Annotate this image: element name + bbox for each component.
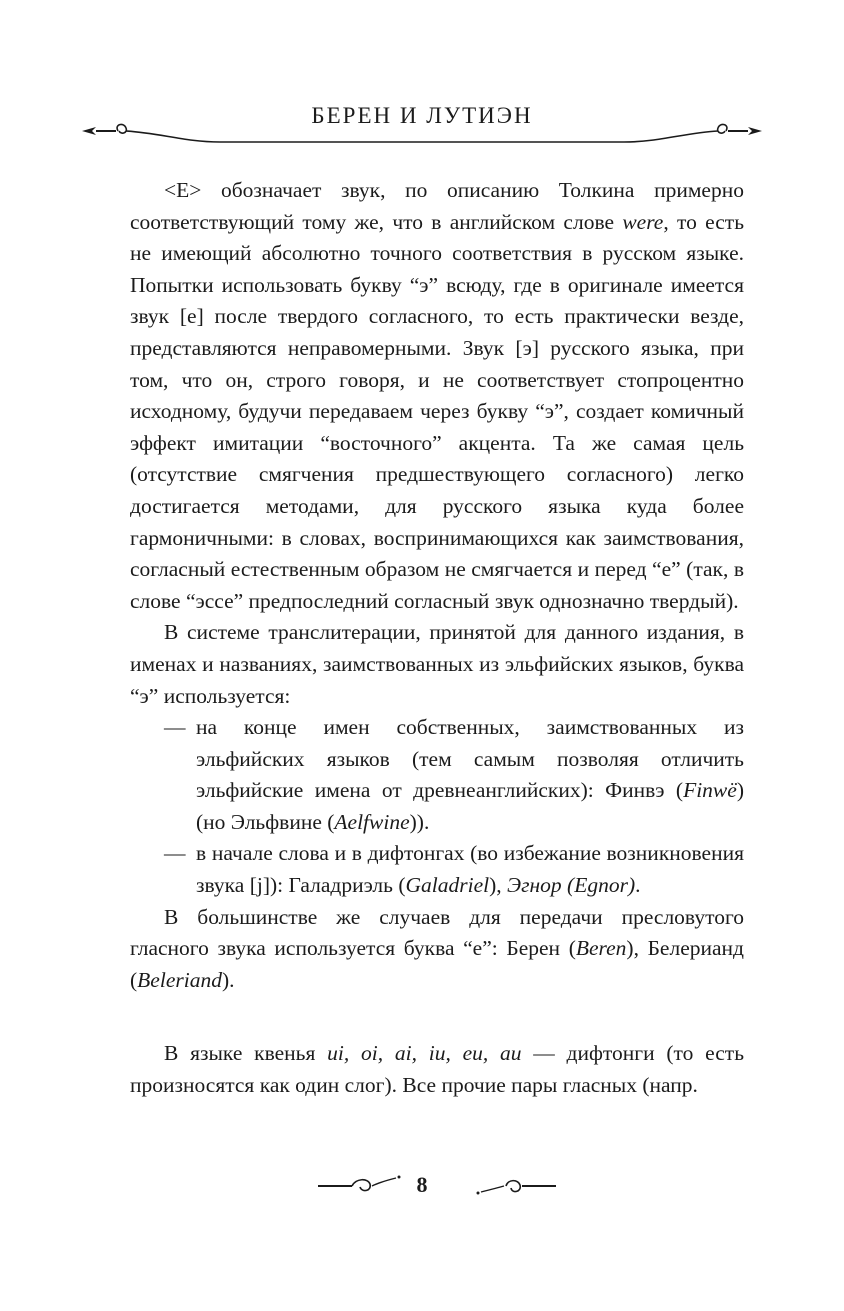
italic-term: Aelfwine: [334, 809, 410, 834]
main-text: [130, 175, 744, 1102]
paragraph-text: В языке квенья: [164, 1041, 328, 1066]
list-item-text: )).: [409, 809, 430, 834]
paragraph-text: , то есть не имеющий абсолютно точного соответствия в русском языке. Попытки использовать букву “э” всюду, где в оригинале имеется звук [е] после твердого согласного, то есть практически везде, представляются неправомерными. Звук [э] русского языка, при том, что он, строго говоря, и не соответствует стопроцентно исходному, будучи передаваем через букву “э”, создает комичный эффект имитации “восточного” акцента. Та же самая цель (отсутствие смягчения предшествующего согласного) легко достигается методами, для русского языка куда более гармоничными: в словах, воспринимающихся как заимствования, согласный естественным образом не смягчается и перед “е” (так, в слове “эссе” предпоследний согласный звук однозначно твердый).: [130, 209, 744, 613]
italic-term: Эгнор (Egnor): [507, 873, 636, 898]
paragraph-diphthongs: [130, 1038, 744, 1101]
paragraph-e-letter: [130, 902, 744, 997]
left-arrowhead-ornament: [82, 127, 96, 135]
paragraph-text: В большинстве же случаев для передачи пресловутого гласного звука используется буква “е”: Берен (: [130, 904, 744, 961]
header-swoosh-line: [126, 131, 718, 142]
list-item-initial-e: [130, 838, 744, 901]
header-ornament-rule: [0, 118, 844, 158]
paragraph-text: — дифтонги (то есть произносятся как один слог). Все прочие пары гласных (напр.: [130, 1041, 745, 1098]
italic-term: Beren: [575, 936, 627, 961]
list-item-text: ),: [489, 873, 508, 898]
italic-term: Beleriand: [137, 967, 222, 992]
paragraph-text: В системе транслитерации, принятой для данного издания, в именах и названиях, заимствованных из эльфийских языков, буква “э” используется:: [130, 620, 744, 708]
list-dash: —: [164, 715, 186, 740]
italic-term: ui, oi, ai, iu, eu, au: [327, 1041, 522, 1066]
paragraph-transliteration: [130, 617, 744, 712]
italic-term: were: [622, 209, 664, 234]
paragraph-text: ).: [221, 967, 235, 992]
paragraph-e-sound: [130, 175, 744, 617]
list-item-final-e: [130, 712, 744, 838]
italic-term: Finwë: [683, 778, 737, 803]
italic-term: Galadriel: [405, 873, 490, 898]
running-header: [0, 0, 844, 160]
list-dash: —: [164, 841, 186, 866]
usage-list: [130, 712, 744, 902]
section-gap: [130, 996, 744, 1038]
list-item-text: в начале слова и в дифтонгах (во избежание возникновения звука [j]): Галадриэль (: [196, 841, 744, 898]
right-scroll-ornament: [718, 124, 727, 133]
left-scroll-ornament: [117, 124, 126, 133]
list-item-text: на конце имен собственных, заимствованных из эльфийских языков (тем самым позволяя отличить эльфийские имена от древнеанглийских): Финвэ (: [196, 715, 744, 803]
paragraph-text: <E> обозначает звук, по описанию Толкина примерно соответствующий тому же, что в английском слове: [130, 178, 744, 234]
page-number: 8: [416, 1172, 428, 1197]
running-header-title: БЕРЕН И ЛУТИЭН: [311, 103, 533, 128]
right-arrowhead-ornament: [748, 127, 762, 135]
list-item-text: .: [635, 873, 641, 898]
list-item-text: ) (но Эльфвине (: [196, 778, 744, 834]
paragraph-text: ), Белерианд (: [130, 936, 744, 992]
